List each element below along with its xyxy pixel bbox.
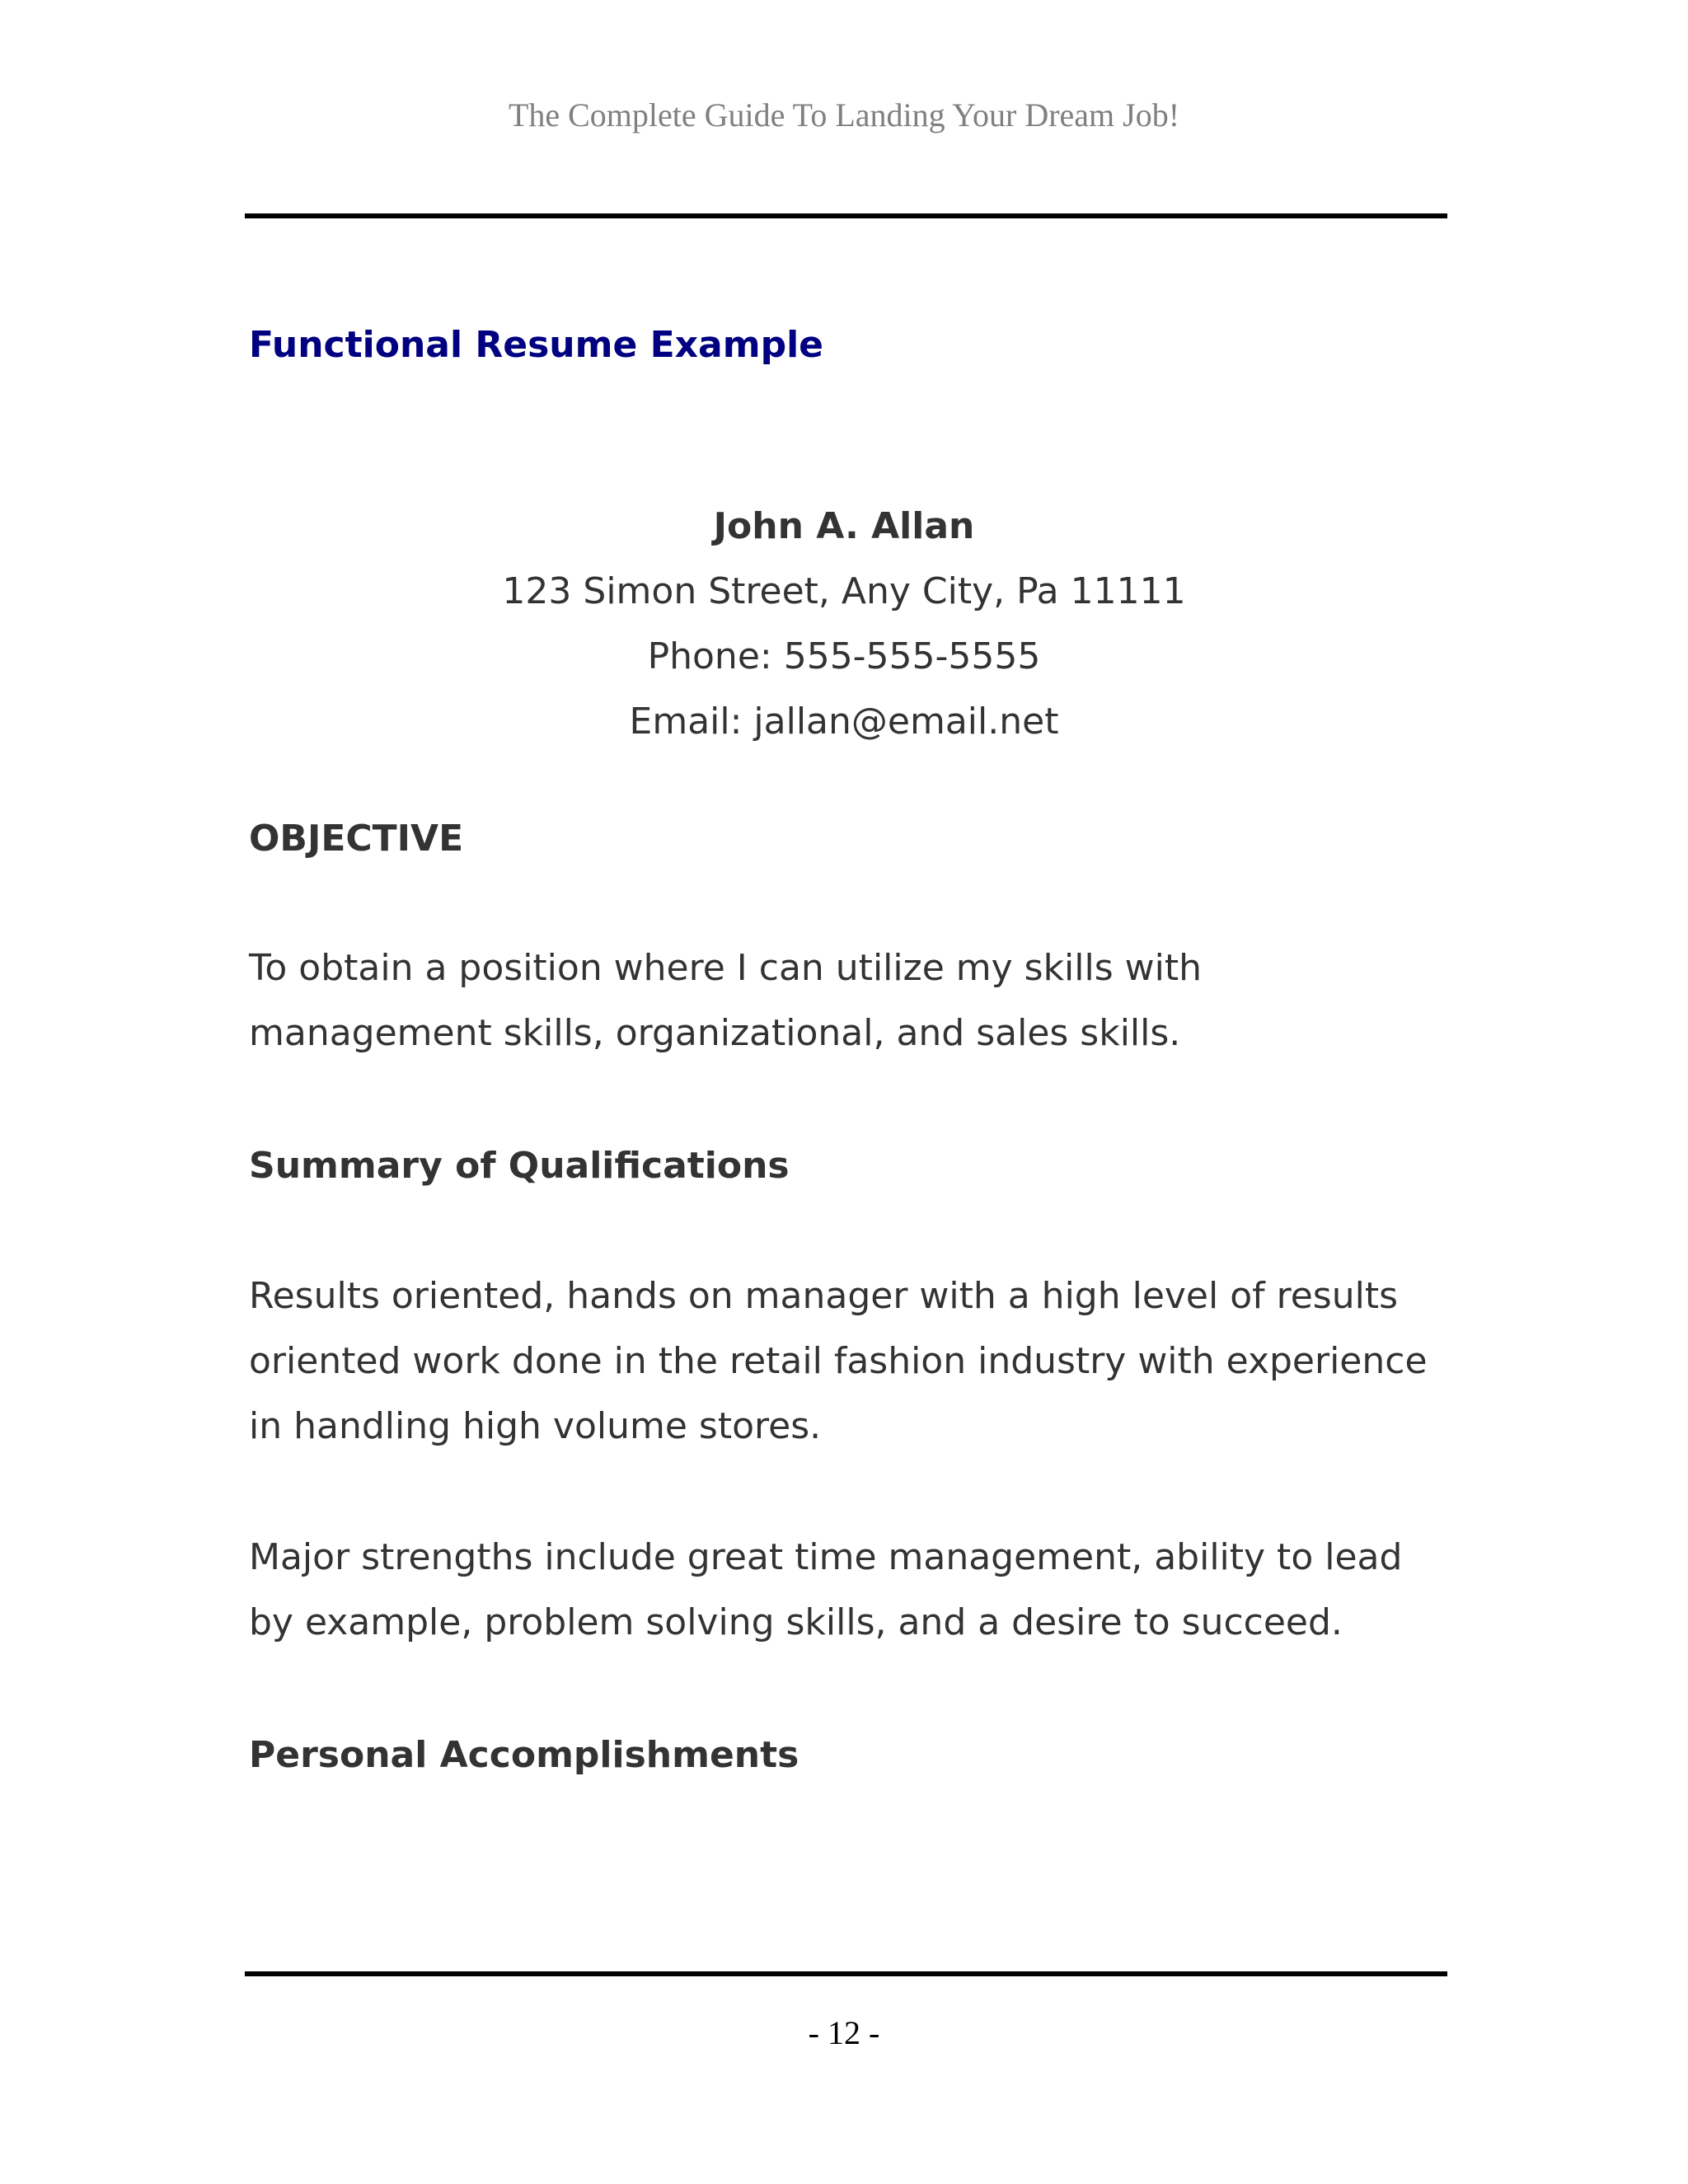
- page-number: - 12 -: [808, 2014, 880, 2051]
- summary-line: Results oriented, hands on manager with a high level of results: [249, 1275, 1399, 1317]
- contact-name: John A. Allan: [713, 505, 975, 547]
- objective-line: management skills, organizational, and sales skills.: [249, 1012, 1181, 1054]
- section-title: Functional Resume Example: [249, 324, 823, 366]
- objective-heading: OBJECTIVE: [249, 818, 464, 860]
- summary-paragraph-1: [249, 1263, 1452, 1459]
- footer-divider: [245, 1971, 1447, 1976]
- summary-paragraph-2: [249, 1525, 1452, 1655]
- summary-line: by example, problem solving skills, and a desire to succeed.: [249, 1601, 1343, 1643]
- summary-line: Major strengths include great time management, ability to lead: [249, 1536, 1403, 1578]
- summary-heading: Summary of Qualifications: [249, 1145, 790, 1187]
- summary-line: in handling high volume stores.: [249, 1405, 822, 1447]
- header-divider: [245, 213, 1447, 218]
- contact-phone: Phone: 555-555-5555: [647, 635, 1041, 677]
- running-header: The Complete Guide To Landing Your Dream Job!: [508, 96, 1180, 134]
- objective-paragraph: [249, 935, 1452, 1066]
- contact-email: Email: jallan@email.net: [629, 701, 1059, 743]
- objective-line: To obtain a position where I can utilize my skills with: [249, 947, 1202, 989]
- summary-line: oriented work done in the retail fashion industry with experience: [249, 1340, 1428, 1382]
- accomplishments-heading: Personal Accomplishments: [249, 1734, 799, 1776]
- contact-address: 123 Simon Street, Any City, Pa 11111: [502, 570, 1186, 612]
